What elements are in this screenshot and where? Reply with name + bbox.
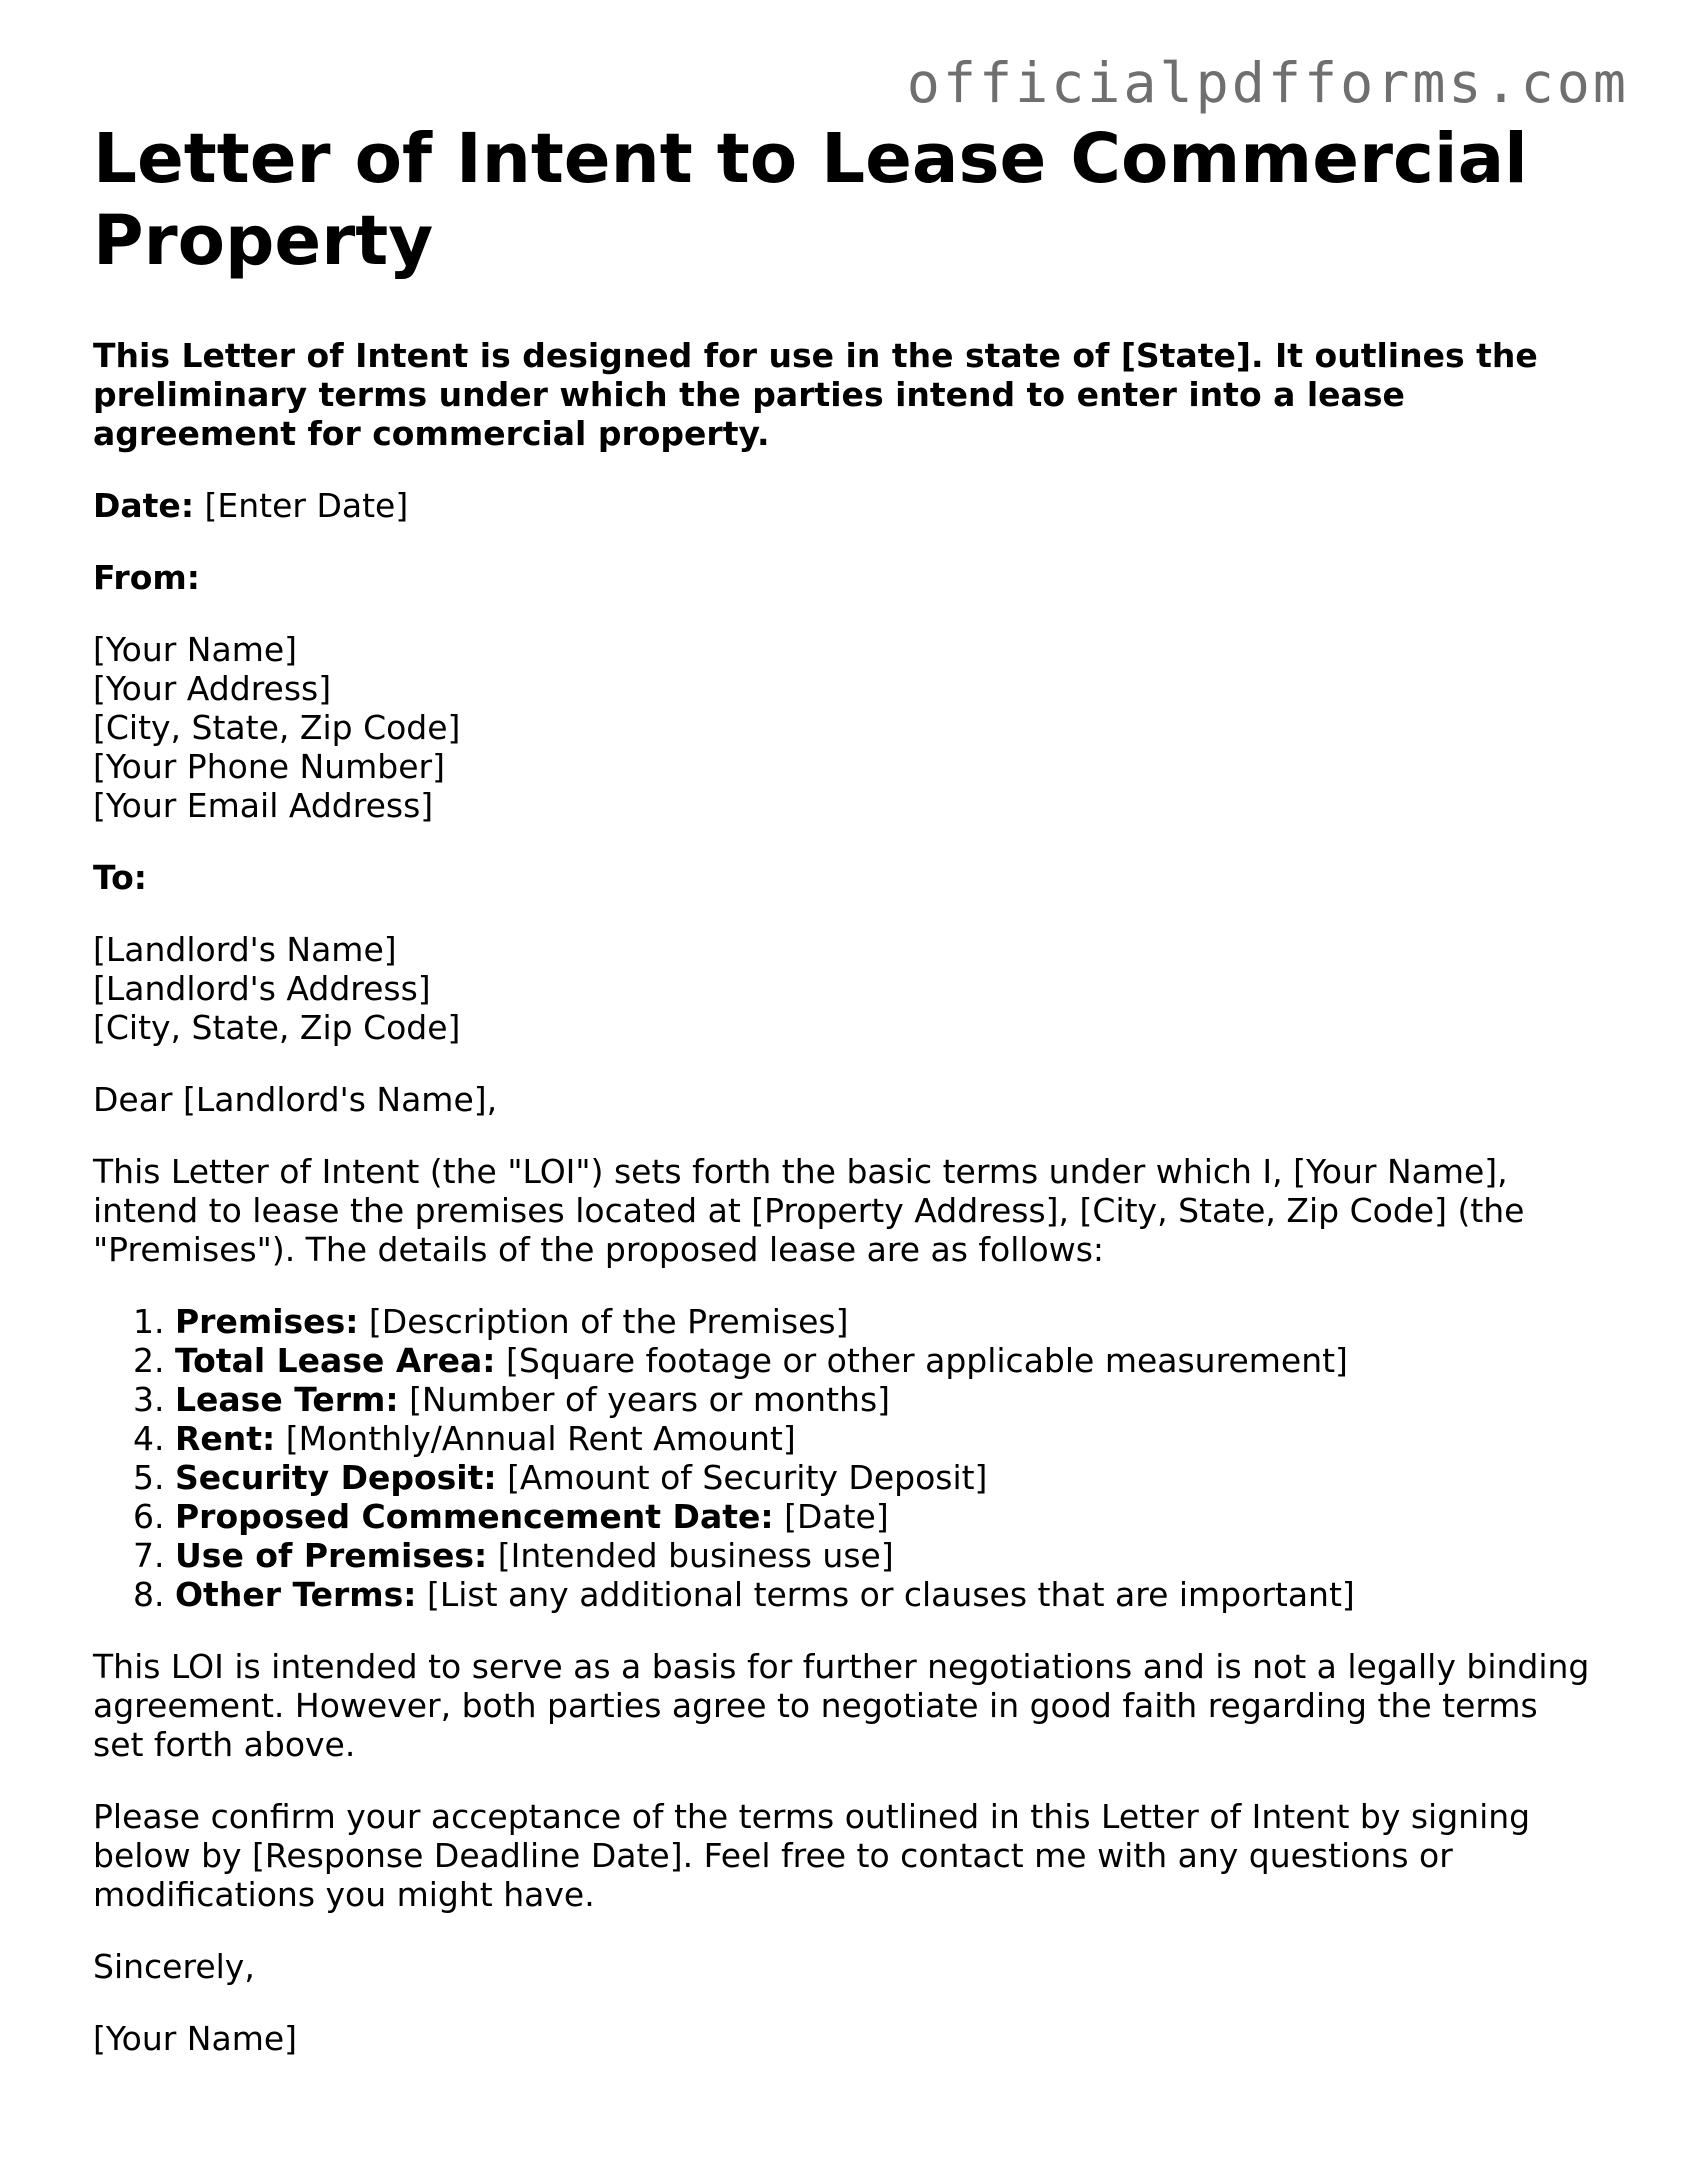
term-label: Other Terms: (175, 1575, 417, 1614)
sender-address-block (93, 630, 1593, 825)
term-label: Rent: (175, 1419, 276, 1458)
recipient-address: [Landlord's Address] (93, 969, 431, 1008)
request-paragraph: Please confirm your acceptance of the terms outlined in this Letter of Intent by signing below by [Response Deadline Date]. Feel free to contact me with any questions or modifications you might have. (93, 1797, 1531, 1914)
sender-city-state-zip: [City, State, Zip Code] (93, 708, 461, 747)
sender-phone: [Your Phone Number] (93, 747, 445, 786)
sender-address: [Your Address] (93, 669, 332, 708)
signature-name: [Your Name] (93, 2019, 298, 2058)
to-label: To: (93, 858, 147, 897)
sender-name: [Your Name] (93, 630, 298, 669)
list-item (175, 1458, 1593, 1497)
term-label: Use of Premises: (175, 1536, 488, 1575)
watermark: officialpdfforms.com (906, 51, 1629, 115)
disclaimer-paragraph: This LOI is intended to serve as a basis for further negotiations and is not a legally binding agreement. However, both parties agree to negotiate in good faith regarding the terms set forth above. (93, 1647, 1590, 1764)
term-label: Lease Term: (175, 1380, 399, 1419)
date-label: Date: (93, 486, 195, 525)
document-title: Letter of Intent to Lease Commercial Property (93, 119, 1528, 281)
list-item (175, 1575, 1593, 1614)
sender-email: [Your Email Address] (93, 786, 434, 825)
date-value: [Enter Date] (204, 486, 409, 525)
list-item (175, 1419, 1593, 1458)
list-item (175, 1536, 1593, 1575)
recipient-city-state-zip: [City, State, Zip Code] (93, 1008, 461, 1047)
term-value: [Number of years or months] (409, 1380, 891, 1419)
term-value: [Date] (784, 1497, 889, 1536)
date-line (93, 486, 1593, 525)
body-intro-paragraph: This Letter of Intent (the "LOI") sets forth the basic terms under which I, [Your Name], intend to lease the premises located at [Property Address], [City, State, Zip Code] (the "Premises"). The details of the proposed lease are as follows: (93, 1152, 1525, 1269)
recipient-name: [Landlord's Name] (93, 930, 397, 969)
list-item (175, 1302, 1593, 1341)
term-label: Premises: (175, 1302, 359, 1341)
term-label: Proposed Commencement Date: (175, 1497, 774, 1536)
intro-paragraph: This Letter of Intent is designed for use in the state of [State]. It outlines the preliminary terms under which the parties intend to enter into a lease agreement for commercial property. (93, 336, 1538, 453)
term-label: Total Lease Area: (175, 1341, 496, 1380)
list-item (175, 1341, 1593, 1380)
recipient-address-block (93, 930, 1593, 1047)
term-value: [Amount of Security Deposit] (507, 1458, 988, 1497)
list-item (175, 1380, 1593, 1419)
document-page (93, 118, 1593, 2058)
from-label: From: (93, 558, 200, 597)
salutation: Dear [Landlord's Name], (93, 1080, 498, 1119)
term-value: [Description of the Premises] (368, 1302, 849, 1341)
term-value: [Intended business use] (497, 1536, 894, 1575)
term-label: Security Deposit: (175, 1458, 497, 1497)
term-value: [Square footage or other applicable measurement] (506, 1341, 1348, 1380)
lease-terms-list (93, 1302, 1593, 1614)
term-value: [List any additional terms or clauses that are important] (426, 1575, 1355, 1614)
term-value: [Monthly/Annual Rent Amount] (285, 1419, 796, 1458)
closing: Sincerely, (93, 1947, 255, 1986)
list-item (175, 1497, 1593, 1536)
